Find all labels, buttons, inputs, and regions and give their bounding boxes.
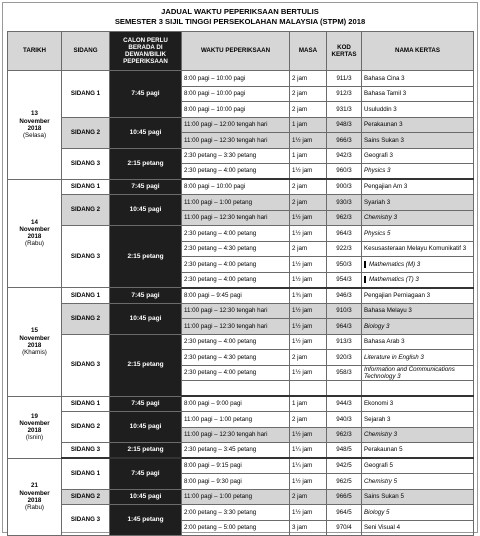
cell-sidang: SIDANG 2 [62,489,110,505]
cell-waktu: 11:00 pagi – 12:30 tengah hari [182,303,290,319]
cell-waktu: 8:00 pagi – 10:00 pagi [182,102,290,118]
cell-waktu: 2:30 petang – 4:00 petang [182,334,290,350]
cell-nama-kertas [362,241,474,257]
paper-name: Physics 3 [364,167,391,175]
cell-waktu: 2:30 petang – 4:30 petang [182,350,290,366]
cell-nama-kertas [362,179,474,195]
date-month: November [19,489,50,497]
cell-kod: 958/3 [327,365,362,381]
cell-sidang: SIDANG 3 [62,443,110,459]
cell-masa: 2 jam [290,86,327,102]
cell-nama-kertas [362,303,474,319]
cell-waktu: 11:00 pagi – 12:30 tengah hari [182,133,290,149]
empty-cell [290,381,327,397]
date-day: 13 [31,110,38,118]
cell-calon-time: 2:15 petang [110,443,182,459]
cell-calon-time: 2:15 petang [110,226,182,288]
cell-kod: 922/3 [327,241,362,257]
cell-kod: 913/3 [327,334,362,350]
date-month: November [19,419,50,427]
cell-masa: 1¼ jam [290,458,327,474]
header-tarikh: TARIKH [8,32,62,71]
date-weekday: (Isnin) [25,434,44,442]
cell-waktu: 2:00 petang – 3:30 petang [182,505,290,521]
paper-name: Pengajian Am 3 [364,183,408,191]
table-row [8,396,474,412]
date-day: 21 [31,482,38,490]
date-month: November [19,334,50,342]
cell-masa: 2 jam [290,489,327,505]
cell-kod: 966/3 [327,133,362,149]
table-row [8,443,474,459]
paper-name: Seni Visual 4 [364,524,401,532]
cell-kod: 964/3 [327,226,362,242]
cell-tarikh [8,288,62,397]
cell-kod: 962/3 [327,427,362,443]
cell-sidang: SIDANG 3 [62,334,110,396]
cell-kod: 942/3 [327,148,362,164]
date-weekday: (Rabu) [25,240,44,248]
cell-nama-kertas [362,226,474,242]
cell-waktu: 8:00 pagi – 10:00 pagi [182,179,290,195]
cell-waktu: 2:30 petang – 4:00 petang [182,226,290,242]
paper-name: Sains Sukan 3 [364,136,404,144]
cell-waktu: 2:30 petang – 4:00 petang [182,257,290,273]
cell-nama-kertas [362,458,474,474]
paper-name: Geografi 5 [364,462,393,470]
date-weekday: (Khamis) [22,348,47,356]
cell-kod: 950/3 [327,257,362,273]
table-row [8,303,474,319]
cell-kod: 912/3 [327,86,362,102]
cell-calon-time: 10:45 pagi [110,489,182,505]
date-weekday: (Rabu) [25,503,44,511]
cell-sidang: SIDANG 1 [62,396,110,412]
date-day: 15 [31,327,38,335]
cell-kod: 964/3 [327,319,362,335]
cell-sidang: SIDANG 1 [62,179,110,195]
cell-nama-kertas [362,365,474,381]
paper-name: Physics 5 [364,229,391,237]
paper-name: Perakaunan 5 [364,446,403,454]
cell-masa: 2 jam [290,195,327,211]
cell-waktu: 11:00 pagi – 12:00 tengah hari [182,117,290,133]
cell-nama-kertas [362,334,474,350]
table-row [8,71,474,87]
cell-kod: 960/3 [327,164,362,180]
cell-calon-time: 2:15 petang [110,334,182,396]
cell-kod: 966/5 [327,489,362,505]
cell-sidang: SIDANG 1 [62,288,110,304]
cell-sidang: SIDANG 2 [62,412,110,443]
cell-kod: 940/3 [327,412,362,428]
header-sidang: SIDANG [62,32,110,71]
cell-calon-time: 10:45 pagi [110,303,182,334]
paper-name: Ekonomi 3 [364,400,394,408]
cell-masa: 1½ jam [290,210,327,226]
cell-sidang: SIDANG 1 [62,458,110,489]
cell-nama-kertas [362,102,474,118]
cell-kod: 942/5 [327,458,362,474]
cell-nama-kertas [362,427,474,443]
cell-nama-kertas [362,505,474,521]
cell-masa: 1 jam [290,117,327,133]
cell-nama-kertas [362,412,474,428]
cell-masa: 2 jam [290,102,327,118]
cell-nama-kertas [362,71,474,87]
cell-waktu: 11:00 pagi – 1:00 petang [182,195,290,211]
cell-masa: 1½ jam [290,257,327,273]
cell-calon-time: 7:45 pagi [110,71,182,118]
cell-kod: 911/3 [327,71,362,87]
cell-sidang: SIDANG 2 [62,303,110,334]
cell-waktu: 8:00 pagi – 9:15 pagi [182,458,290,474]
date-month: November [19,117,50,125]
cell-kod: 948/3 [327,117,362,133]
table-row [8,179,474,195]
cell-nama-kertas [362,117,474,133]
timetable-body [8,71,474,536]
paper-name: Perakaunan 3 [364,121,403,129]
table-row [8,505,474,521]
paper-name: Mathematics (M) 3 [364,261,420,268]
paper-name: Bahasa Tamil 3 [364,90,407,98]
timetable-document [2,2,478,533]
cell-tarikh [8,458,62,536]
header-row [8,32,474,71]
cell-tarikh [8,179,62,288]
cell-waktu: 8:00 pagi – 10:00 pagi [182,71,290,87]
date-year: 2018 [27,496,42,504]
cell-kod: 954/3 [327,272,362,288]
cell-sidang: SIDANG 1 [62,71,110,118]
cell-nama-kertas [362,474,474,490]
cell-nama-kertas [362,133,474,149]
date-day: 19 [31,412,38,420]
cell-sidang: SIDANG 3 [62,148,110,179]
cell-masa: 1½ jam [290,272,327,288]
document-title [3,7,477,26]
paper-name: Chemistry 3 [364,214,398,222]
table-row [8,226,474,242]
paper-name: Biology 5 [364,508,390,516]
cell-nama-kertas [362,195,474,211]
table-row [8,412,474,428]
empty-cell [362,381,474,397]
cell-sidang: SIDANG 2 [62,195,110,226]
cell-masa: 1½ jam [290,226,327,242]
cell-nama-kertas [362,443,474,459]
cell-kod: 964/5 [327,505,362,521]
paper-name: Biology 3 [364,322,390,330]
cell-masa: 2 jam [290,412,327,428]
cell-waktu: 2:30 petang – 4:00 petang [182,365,290,381]
cell-calon-time: 7:45 pagi [110,288,182,304]
cell-masa: 1½ jam [290,133,327,149]
cell-nama-kertas [362,396,474,412]
paper-name: Syariah 3 [364,198,391,206]
cell-waktu: 2:30 petang – 4:30 petang [182,241,290,257]
table-row [8,117,474,133]
date-year: 2018 [27,427,42,434]
paper-name: Chemistry 5 [364,477,398,485]
table-row [8,195,474,211]
paper-name: Literature in English 3 [364,353,424,361]
table-row [8,288,474,304]
paper-name: Bahasa Arab 3 [364,338,405,346]
cell-masa: 1 jam [290,396,327,412]
cell-calon-time: 7:45 pagi [110,458,182,489]
table-row [8,489,474,505]
cell-waktu: 11:00 pagi – 12:30 tengah hari [182,427,290,443]
title-line-1: JADUAL WAKTU PEPERIKSAAN BERTULIS [161,7,319,16]
cell-nama-kertas [362,257,474,273]
paper-name: Information and Communications Technology 3 [364,365,455,380]
cell-kod: 970/4 [327,520,362,536]
cell-nama-kertas [362,272,474,288]
date-year: 2018 [27,233,42,241]
empty-cell [182,381,290,397]
cell-masa: 1¾ jam [290,288,327,304]
cell-kod: 931/3 [327,102,362,118]
cell-nama-kertas [362,489,474,505]
cell-waktu: 8:00 pagi – 10:00 pagi [182,86,290,102]
cell-sidang: SIDANG 2 [62,117,110,148]
header-waktu: WAKTU PEPERIKSAAN [182,32,290,71]
date-year: 2018 [27,124,42,132]
cell-nama-kertas [362,210,474,226]
cell-kod: 948/5 [327,443,362,459]
cell-sidang: SIDANG 3 [62,505,110,536]
paper-name: Chemistry 3 [364,431,398,439]
cell-waktu: 8:00 pagi – 9:30 pagi [182,474,290,490]
paper-name: Sains Sukan 5 [364,493,404,501]
cell-waktu: 2:30 petang – 3:45 petang [182,443,290,459]
table-row [8,334,474,350]
cell-masa: 1½ jam [290,334,327,350]
cell-masa: 1¼ jam [290,443,327,459]
cell-nama-kertas [362,86,474,102]
cell-nama-kertas [362,520,474,536]
cell-kod: 920/3 [327,350,362,366]
cell-masa: 1½ jam [290,474,327,490]
empty-cell [327,381,362,397]
cell-waktu: 2:30 petang – 4:00 petang [182,164,290,180]
cell-calon-time: 7:45 pagi [110,179,182,195]
cell-tarikh [8,396,62,458]
cell-masa: 3 jam [290,520,327,536]
cell-kod: 946/3 [327,288,362,304]
date-month: November [19,226,50,234]
cell-nama-kertas [362,288,474,304]
cell-masa: 2 jam [290,241,327,257]
cell-waktu: 11:00 pagi – 12:30 tengah hari [182,319,290,335]
cell-calon-time: 10:45 pagi [110,117,182,148]
cell-waktu: 11:00 pagi – 1:00 petang [182,412,290,428]
header-calon: CALON PERLU BERADA DI DEWAN/BILIK PEPERIKSAAN [110,32,182,71]
header-masa: MASA [290,32,327,71]
cell-kod: 900/3 [327,179,362,195]
cell-masa: 1½ jam [290,365,327,381]
cell-tarikh [8,71,62,180]
cell-masa: 1½ jam [290,303,327,319]
cell-calon-time: 2:15 petang [110,148,182,179]
paper-name: Usuluddin 3 [364,105,397,113]
paper-name: Pengajian Perniagaan 3 [364,291,431,299]
cell-waktu: 2:30 petang – 3:30 petang [182,148,290,164]
table-row [8,148,474,164]
header-nama: NAMA KERTAS [362,32,474,71]
date-year: 2018 [27,341,42,349]
cell-nama-kertas [362,164,474,180]
cell-masa: 2 jam [290,179,327,195]
cell-masa: 1½ jam [290,505,327,521]
header-kod: KOD KERTAS [327,32,362,71]
cell-waktu: 2:30 petang – 4:00 petang [182,272,290,288]
date-weekday: (Selasa) [22,131,47,139]
paper-name: Bahasa Cina 3 [364,74,405,82]
paper-name: Geografi 3 [364,152,393,160]
cell-masa: 1½ jam [290,164,327,180]
cell-masa: 1½ jam [290,427,327,443]
cell-waktu: 8:00 pagi – 9:00 pagi [182,396,290,412]
cell-nama-kertas [362,319,474,335]
cell-calon-time: 10:45 pagi [110,412,182,443]
title-line-2: SEMESTER 3 SIJIL TINGGI PERSEKOLAHAN MALAYSIA (STPM) 2018 [114,16,366,26]
cell-masa: 2 jam [290,350,327,366]
cell-waktu: 11:00 pagi – 1:00 petang [182,489,290,505]
cell-nama-kertas [362,350,474,366]
paper-name: Sejarah 3 [364,415,391,423]
cell-calon-time: 7:45 pagi [110,396,182,412]
cell-waktu: 11:00 pagi – 12:30 tengah hari [182,210,290,226]
paper-name: Kesusasteraan Melayu Komunikatif 3 [364,245,467,253]
cell-kod: 962/3 [327,210,362,226]
cell-waktu: 8:00 pagi – 9:45 pagi [182,288,290,304]
cell-calon-time: 1:45 petang [110,505,182,536]
date-day: 14 [31,218,38,226]
cell-kod: 910/3 [327,303,362,319]
cell-masa: 1 jam [290,148,327,164]
cell-kod: 930/3 [327,195,362,211]
table-row [8,458,474,474]
cell-kod: 962/5 [327,474,362,490]
paper-name: Bahasa Melayu 3 [364,307,412,315]
paper-name: Mathematics (T) 3 [364,276,419,283]
cell-kod: 944/3 [327,396,362,412]
cell-nama-kertas [362,148,474,164]
exam-timetable [7,31,474,536]
cell-masa: 2 jam [290,71,327,87]
cell-calon-time: 10:45 pagi [110,195,182,226]
cell-masa: 1½ jam [290,319,327,335]
cell-waktu: 2:00 petang – 5:00 petang [182,520,290,536]
cell-sidang: SIDANG 3 [62,226,110,288]
